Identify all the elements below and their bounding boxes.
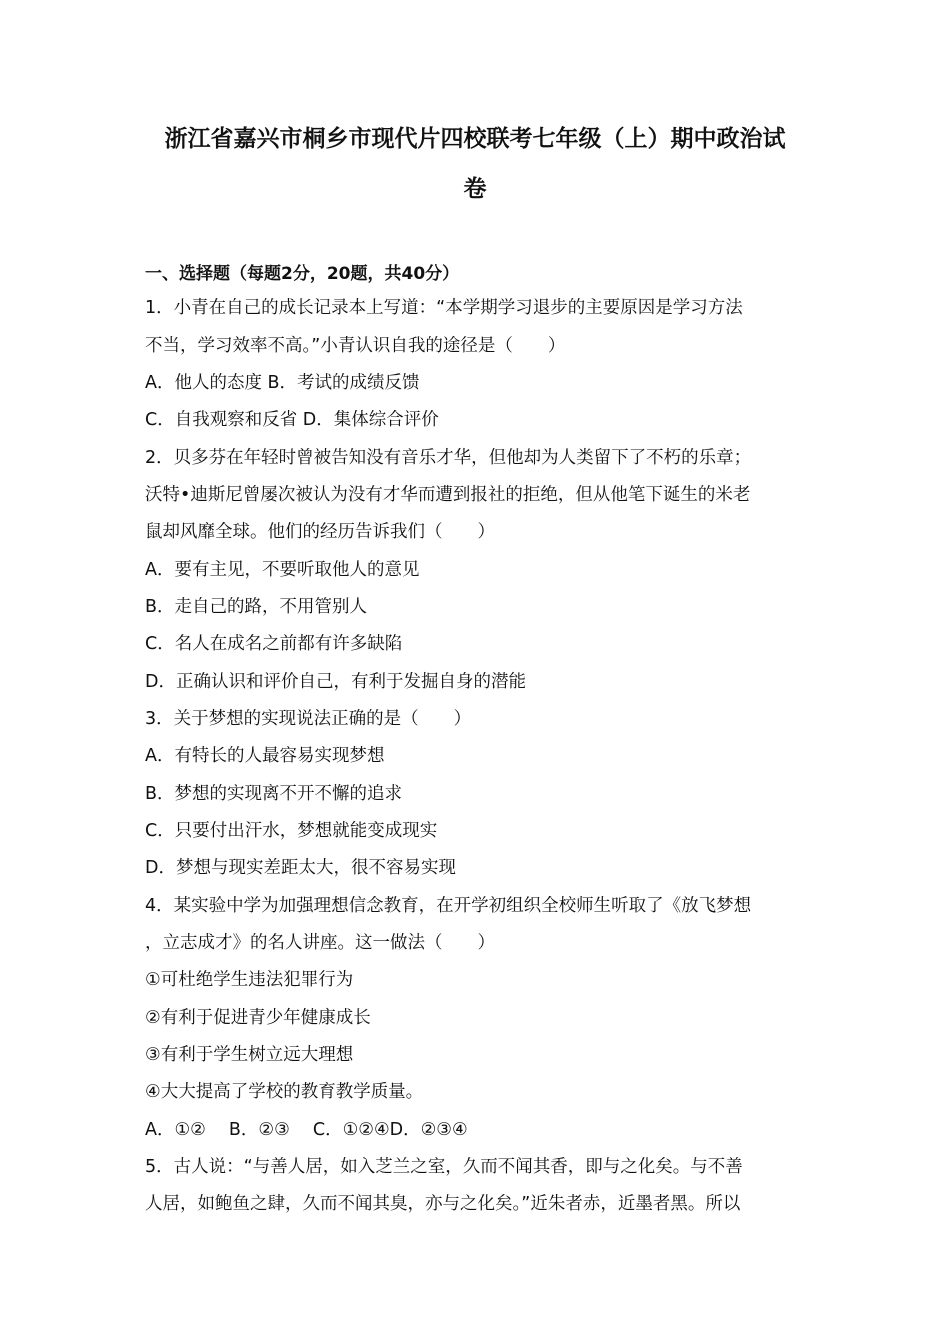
text-line: ①可杜绝学生违法犯罪行为 (145, 970, 354, 990)
text-line: 不当，学习效率不高。”小青认识自我的途径是（ ） (145, 336, 566, 356)
text-line: 鼠却风靡全球。他们的经历告诉我们（ ） (145, 522, 495, 542)
text-line: ③有利于学生树立远大理想 (145, 1045, 354, 1065)
text-line: 5．古人说：“与善人居，如入芝兰之室，久而不闻其香，即与之化矣。与不善 (145, 1157, 743, 1177)
text-line: D．正确认识和评价自己，有利于发掘自身的潜能 (145, 672, 526, 692)
text-line: 3．关于梦想的实现说法正确的是（ ） (145, 709, 472, 729)
text-line: 人居，如鲍鱼之肆，久而不闻其臭，亦与之化矣。”近朱者赤，近墨者黑。所以 (145, 1194, 741, 1214)
text-line: A．他人的态度 B．考试的成绩反馈 (145, 373, 420, 393)
text-line: A．有特长的人最容易实现梦想 (145, 746, 385, 766)
text-line: C．自我观察和反省 D．集体综合评价 (145, 410, 439, 430)
text-line: C．名人在成名之前都有许多缺陷 (145, 634, 403, 654)
text-line: A．要有主见，不要听取他人的意见 (145, 560, 420, 580)
text-line: 1．小青在自己的成长记录本上写道：“本学期学习退步的主要原因是学习方法 (145, 298, 743, 318)
text-line: C．只要付出汗水，梦想就能变成现实 (145, 821, 438, 841)
text-line: D．梦想与现实差距太大，很不容易实现 (145, 858, 456, 878)
text-line: 2．贝多芬在年轻时曾被告知没有音乐才华，但他却为人类留下了不朽的乐章； (145, 448, 752, 468)
text-line: 4．某实验中学为加强理想信念教育，在开学初组织全校师生听取了《放飞梦想 (145, 896, 752, 916)
section-header: 一、选择题（每题2分，20题，共40分） (145, 264, 460, 284)
document-title-line-2: 卷 (463, 176, 487, 202)
text-line: B．走自己的路，不用管别人 (145, 597, 368, 617)
text-line: ②有利于促进青少年健康成长 (145, 1008, 371, 1028)
document-title-line-1: 浙江省嘉兴市桐乡市现代片四校联考七年级（上）期中政治试 (164, 126, 786, 152)
text-line: 沃特•迪斯尼曾屡次被认为没有才华而遭到报社的拒绝，但从他笔下诞生的米老 (145, 485, 751, 505)
answer-options-line: A．①② B．②③ C．①②④D．②③④ (145, 1120, 468, 1140)
text-line: B．梦想的实现离不开不懈的追求 (145, 784, 403, 804)
text-line: ④大大提高了学校的教育教学质量。 (145, 1082, 424, 1102)
text-line: ，立志成才》的名人讲座。这一做法（ ） (145, 933, 495, 953)
